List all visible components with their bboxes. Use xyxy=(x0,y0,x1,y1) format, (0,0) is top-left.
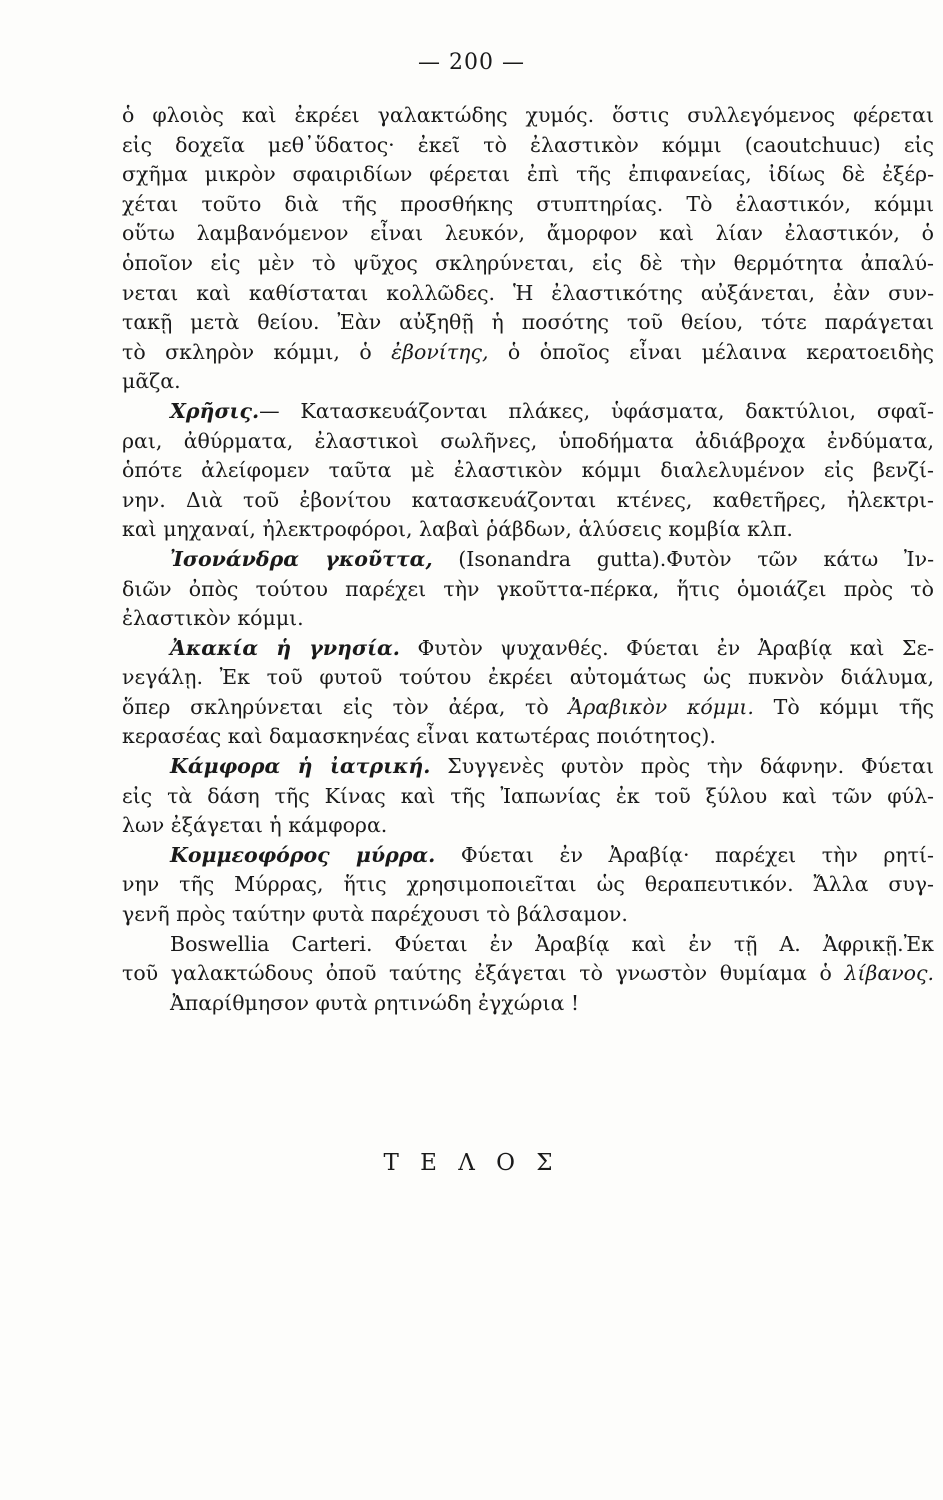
text-segment: τοῦ γαλακτώδους ὀποῦ ταύτης ἐξάγεται τὸ γνωστὸν θυμίαμα ὁ xyxy=(122,961,845,986)
text-line: εἰς τὰ δάση τῆς Κίνας καὶ τῆς Ἰαπωνίας ἐκ τοῦ ξύλου καὶ τῶν φύλ- xyxy=(122,783,934,808)
page-number: — 200 — xyxy=(418,50,525,75)
text-line: ὁπότε ἀλείφομεν ταῦτα μὲ ἐλαστικὸν κόμμι διαλελυμένον εἰς βενζί- xyxy=(122,458,934,483)
text-line: διῶν ὀπὸς τούτου παρέχει τὴν γκοῦττα-πέρκα, ἥτις ὁμοιάζει πρὸς τὸ xyxy=(122,576,934,601)
text-line: καὶ μηχαναί, ἠλεκτροφόροι, λαβαὶ ῥάβδων, ἁλύσεις κομβία κλπ. xyxy=(122,517,793,542)
text-line: μᾶζα. xyxy=(122,369,181,394)
text-line: νεγάλῃ. Ἐκ τοῦ φυτοῦ τούτου ἐκρέει αὐτομάτως ὡς πυκνὸν διάλυμα, xyxy=(122,665,934,690)
text-segment: — Κατασκευάζονται πλάκες, ὑφάσματα, δακτύλιοι, σφαῖ- xyxy=(259,398,934,423)
text-line: σχῆμα μικρὸν σφαιριδίων φέρεται ἐπὶ τῆς ἐπιφανείας, ἰδίως δὲ ἐξέρ- xyxy=(122,162,934,187)
text-line: ὁ φλοιὸς καὶ ἐκρέει γαλακτώδης χυμός. ὅστις συλλεγόμενος φέρεται xyxy=(122,103,934,127)
text-segment: Τὸ κόμμι τῆς xyxy=(753,694,934,719)
text-segment: Συγγενὲς φυτὸν πρὸς τὴν δάφνην. Φύεται xyxy=(430,754,934,779)
text-line xyxy=(122,545,934,575)
body-text xyxy=(122,101,934,1018)
heading-isonandra: Ἰσονάνδρα γκοῦττα, xyxy=(170,546,433,571)
heading-akakia: Ἀκακία ἡ γνησία. xyxy=(170,635,400,660)
text-segment: ὁ ὁποῖος εἶναι μέλαινα κερατοειδὴς xyxy=(488,339,934,364)
text-line: οὕτω λαμβανόμενον εἶναι λευκόν, ἄμορφον καὶ λίαν ἐλαστικόν, ὁ xyxy=(122,221,934,246)
heading-kamfora: Κάμφορα ἡ ἰατρική. xyxy=(170,754,431,779)
italic-term-livanos: λίβανος. xyxy=(844,961,934,986)
text-line xyxy=(122,397,934,427)
text-line: ὁποῖον εἰς μὲν τὸ ψῦχος σκληρύνεται, εἰς δὲ τὴν θερμότητα ἀπαλύ- xyxy=(122,250,934,275)
italic-term-arabic-gum: Ἀραβικὸν κόμμι. xyxy=(568,694,754,719)
text-line: λων ἐξάγεται ἡ κάμφορα. xyxy=(122,813,388,838)
text-line xyxy=(122,841,934,871)
heading-chrisis: Χρῆσις. xyxy=(170,398,260,423)
text-line xyxy=(122,338,934,368)
text-line: νην. Διὰ τοῦ ἐβονίτου κατασκευάζονται κτένες, καθετῆρες, ἠλεκτρι- xyxy=(122,487,934,512)
text-line xyxy=(122,634,934,664)
text-segment: Φύεται ἐν Ἀραβίᾳ· παρέχει τὴν ρητί- xyxy=(435,842,934,867)
text-line: εἰς δοχεῖα μεθ᾽ὕδατος· ἐκεῖ τὸ ἐλαστικὸν κόμμι (caoutchuuc) εἰς xyxy=(122,132,934,157)
text-segment: τὸ σκληρὸν κόμμι, ὁ xyxy=(122,339,392,364)
text-line xyxy=(122,693,934,723)
text-line: γενῆ πρὸς ταύτην φυτὰ παρέχουσι τὸ βάλσαμον. xyxy=(122,902,628,927)
text-line: νεται καὶ καθίσταται κολλῶδες. Ἡ ἐλαστικότης αὐξάνεται, ἐὰν συν- xyxy=(122,280,934,305)
text-segment: Φυτὸν ψυχανθές. Φύεται ἐν Ἀραβίᾳ καὶ Σε- xyxy=(399,635,934,660)
text-line: τακῇ μετὰ θείου. Ἐὰν αὐξηθῇ ἡ ποσότης τοῦ θείου, τότε παράγεται xyxy=(122,310,934,335)
italic-term-ebonite: ἐβονίτης, xyxy=(391,339,489,364)
text-line: κερασέας καὶ δαμασκηνέας εἶναι κατωτέρας ποιότητος). xyxy=(122,724,716,749)
text-line xyxy=(122,959,934,989)
text-segment: ὅπερ σκληρύνεται εἰς τὸν ἀέρα, τὸ xyxy=(122,694,569,719)
text-line xyxy=(122,752,934,782)
text-line: Boswellia Carteri. Φύεται ἐν Ἀραβίᾳ καὶ ἐν τῇ Α. Ἀφρικῇ.Ἐκ xyxy=(170,931,934,956)
closing-telos: Τ Ε Λ Ο Σ xyxy=(383,1150,560,1176)
text-line: χέται τοῦτο διὰ τῆς προσθήκης στυπτηρίας. Τὸ ἐλαστικόν, κόμμι xyxy=(122,191,934,216)
text-segment: (Isonandra gutta).Φυτὸν τῶν κάτω Ἰν- xyxy=(432,546,934,571)
exercise-line: Ἀπαρίθμησον φυτὰ ρητινώδη ἐγχώρια ! xyxy=(170,990,580,1015)
text-line: ἐλαστικὸν κόμμι. xyxy=(122,606,304,631)
text-line: ραι, ἀθύρματα, ἐλαστικοὶ σωλῆνες, ὑποδήματα ἀδιάβροχα ἐνδύματα, xyxy=(122,428,934,453)
heading-myrra: Κομμεοφόρος μύρρα. xyxy=(170,842,436,867)
text-line: νην τῆς Μύρρας, ἥτις χρησιμοποιεῖται ὡς θεραπευτικόν. Ἄλλα συγ- xyxy=(122,872,934,897)
